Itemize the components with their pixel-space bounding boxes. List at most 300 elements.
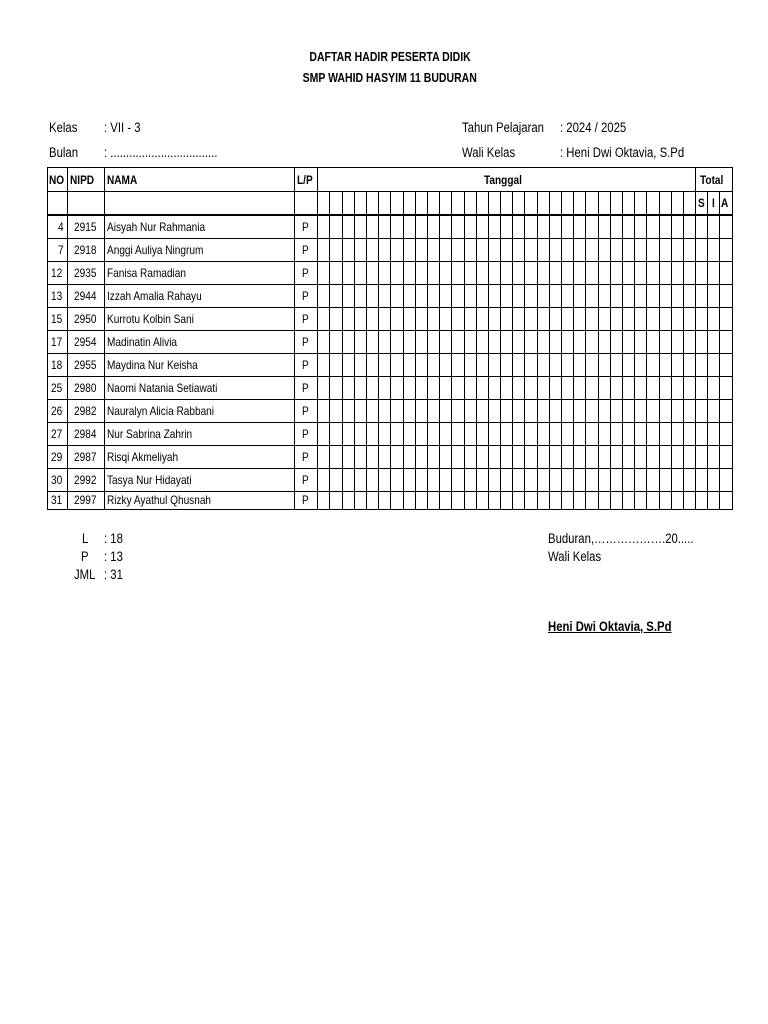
date-cell <box>403 469 415 492</box>
date-cell <box>427 446 439 469</box>
date-cell <box>440 215 452 239</box>
date-cell <box>367 400 379 423</box>
date-cell <box>440 354 452 377</box>
cell-lp: P <box>294 354 317 377</box>
date-cell <box>488 308 500 331</box>
date-cell <box>330 400 342 423</box>
date-cell <box>391 285 403 308</box>
date-cell <box>622 308 634 331</box>
cell-lp: P <box>294 400 317 423</box>
date-cell <box>562 423 574 446</box>
table-row <box>48 400 733 423</box>
date-cell <box>501 239 513 262</box>
date-cell <box>379 423 391 446</box>
date-cell <box>379 492 391 510</box>
date-cell <box>525 285 537 308</box>
date-cell <box>549 262 561 285</box>
date-cell <box>464 331 476 354</box>
date-cell <box>342 423 354 446</box>
date-cell <box>683 215 695 239</box>
date-cell <box>391 377 403 400</box>
date-cell <box>391 215 403 239</box>
date-cell <box>367 215 379 239</box>
cell-no: 29 <box>48 446 68 469</box>
total-i-cell <box>708 308 719 331</box>
date-cell <box>342 331 354 354</box>
date-cell <box>476 331 488 354</box>
date-cell <box>415 400 427 423</box>
total-s-cell <box>696 377 708 400</box>
date-cell <box>464 285 476 308</box>
cell-nama: Rizky Ayathul Qhusnah <box>104 492 294 510</box>
date-cell <box>452 354 464 377</box>
date-cell <box>476 262 488 285</box>
date-cell <box>659 492 671 510</box>
date-cell <box>622 446 634 469</box>
date-cell <box>537 377 549 400</box>
tahun-label: Tahun Pelajaran <box>462 120 544 135</box>
total-s-cell <box>696 400 708 423</box>
date-cell <box>647 400 659 423</box>
date-cell <box>391 423 403 446</box>
date-cell <box>367 423 379 446</box>
date-cell <box>635 377 647 400</box>
date-cell <box>452 423 464 446</box>
total-s-cell <box>696 331 708 354</box>
date-cell <box>671 215 683 239</box>
date-cell <box>635 239 647 262</box>
date-cell <box>635 308 647 331</box>
date-cell <box>354 492 366 510</box>
date-cell <box>610 469 622 492</box>
date-cell <box>549 400 561 423</box>
summary-jml-value: : 31 <box>104 567 123 582</box>
date-cell <box>647 354 659 377</box>
school-name: SMP WAHID HASYIM 11 BUDURAN <box>302 71 478 85</box>
date-cell <box>354 308 366 331</box>
col-total-header: Total <box>696 168 733 192</box>
cell-lp: P <box>294 215 317 239</box>
date-cell <box>403 262 415 285</box>
date-cell <box>488 239 500 262</box>
date-cell <box>391 308 403 331</box>
table-row <box>48 285 733 308</box>
date-cell <box>525 354 537 377</box>
date-cell <box>367 377 379 400</box>
total-s-cell <box>696 215 708 239</box>
col-no-header: NO <box>48 168 68 192</box>
date-cell <box>598 331 610 354</box>
sub-s: S <box>696 192 708 216</box>
date-cell <box>647 469 659 492</box>
date-cell <box>610 400 622 423</box>
date-cell <box>501 285 513 308</box>
date-cell <box>513 262 525 285</box>
date-cell <box>440 423 452 446</box>
date-cell <box>610 331 622 354</box>
date-cell <box>647 331 659 354</box>
date-cell <box>367 308 379 331</box>
date-cell <box>342 285 354 308</box>
date-cell <box>488 469 500 492</box>
cell-no: 18 <box>48 354 68 377</box>
date-cell <box>683 446 695 469</box>
table-row <box>48 308 733 331</box>
total-a-cell <box>719 239 732 262</box>
date-cell <box>586 400 598 423</box>
date-cell <box>403 215 415 239</box>
cell-nipd: 2992 <box>68 469 105 492</box>
date-cell <box>659 215 671 239</box>
date-cell <box>513 492 525 510</box>
date-cell <box>476 377 488 400</box>
date-cell <box>598 400 610 423</box>
date-cell <box>586 192 598 216</box>
date-cell <box>403 354 415 377</box>
date-cell <box>635 192 647 216</box>
cell-nama: Aisyah Nur Rahmania <box>104 215 294 239</box>
date-cell <box>647 192 659 216</box>
date-cell <box>659 285 671 308</box>
date-cell <box>671 262 683 285</box>
date-cell <box>622 492 634 510</box>
date-cell <box>440 239 452 262</box>
date-cell <box>367 492 379 510</box>
date-cell <box>671 423 683 446</box>
date-cell <box>379 354 391 377</box>
date-cell <box>415 354 427 377</box>
date-cell <box>635 469 647 492</box>
date-cell <box>549 469 561 492</box>
table-row <box>48 423 733 446</box>
date-cell <box>415 469 427 492</box>
date-cell <box>501 354 513 377</box>
date-cell <box>427 239 439 262</box>
date-cell <box>574 239 586 262</box>
date-cell <box>464 423 476 446</box>
date-cell <box>476 423 488 446</box>
date-cell <box>549 331 561 354</box>
date-cell <box>525 469 537 492</box>
tahun-value: : 2024 / 2025 <box>560 120 627 135</box>
date-cell <box>452 192 464 216</box>
date-cell <box>330 354 342 377</box>
date-cell <box>464 469 476 492</box>
total-s-cell <box>696 262 708 285</box>
date-cell <box>488 192 500 216</box>
date-cell <box>671 400 683 423</box>
date-cell <box>574 469 586 492</box>
date-cell <box>476 215 488 239</box>
cell-nipd: 2935 <box>68 262 105 285</box>
date-cell <box>513 285 525 308</box>
date-cell <box>610 492 622 510</box>
wali-label: Wali Kelas <box>462 145 516 160</box>
date-cell <box>598 239 610 262</box>
date-cell <box>586 308 598 331</box>
cell-nama: Tasya Nur Hidayati <box>104 469 294 492</box>
date-cell <box>476 446 488 469</box>
cell-nipd: 2987 <box>68 446 105 469</box>
date-cell <box>488 262 500 285</box>
date-cell <box>525 377 537 400</box>
date-cell <box>464 492 476 510</box>
date-cell <box>586 285 598 308</box>
date-cell <box>622 377 634 400</box>
date-cell <box>330 423 342 446</box>
date-cell <box>367 285 379 308</box>
date-cell <box>367 331 379 354</box>
date-cell <box>574 377 586 400</box>
date-cell <box>659 354 671 377</box>
date-cell <box>501 492 513 510</box>
date-cell <box>635 331 647 354</box>
date-cell <box>635 423 647 446</box>
date-cell <box>427 354 439 377</box>
cell-no: 25 <box>48 377 68 400</box>
date-cell <box>367 354 379 377</box>
date-cell <box>354 239 366 262</box>
date-cell <box>403 446 415 469</box>
date-cell <box>354 215 366 239</box>
date-cell <box>367 239 379 262</box>
cell-lp: P <box>294 446 317 469</box>
date-cell <box>330 239 342 262</box>
total-i-cell <box>708 285 719 308</box>
summary-jml-label: JML <box>74 567 96 582</box>
cell-no: 27 <box>48 423 68 446</box>
date-cell <box>391 446 403 469</box>
date-cell <box>391 262 403 285</box>
cell-nama: Izzah Amalia Rahayu <box>104 285 294 308</box>
cell-lp: P <box>294 377 317 400</box>
signature-role: Wali Kelas <box>548 549 602 564</box>
date-cell <box>586 446 598 469</box>
date-cell <box>318 192 330 216</box>
date-cell <box>452 469 464 492</box>
date-cell <box>379 192 391 216</box>
date-cell <box>525 262 537 285</box>
date-cell <box>440 331 452 354</box>
date-cell <box>683 285 695 308</box>
date-cell <box>537 239 549 262</box>
date-cell <box>488 354 500 377</box>
date-cell <box>549 285 561 308</box>
date-cell <box>318 423 330 446</box>
date-cell <box>537 285 549 308</box>
date-cell <box>537 262 549 285</box>
cell-no: 7 <box>48 239 68 262</box>
date-cell <box>574 262 586 285</box>
date-cell <box>415 377 427 400</box>
table-row <box>48 239 733 262</box>
date-cell <box>318 377 330 400</box>
cell-no: 17 <box>48 331 68 354</box>
date-cell <box>622 215 634 239</box>
cell-lp: P <box>294 469 317 492</box>
cell-no: 13 <box>48 285 68 308</box>
date-cell <box>452 239 464 262</box>
date-cell <box>415 215 427 239</box>
date-cell <box>476 400 488 423</box>
total-a-cell <box>719 285 732 308</box>
date-cell <box>403 285 415 308</box>
date-cell <box>683 239 695 262</box>
date-cell <box>415 423 427 446</box>
date-cell <box>635 492 647 510</box>
date-cell <box>342 215 354 239</box>
date-cell <box>367 262 379 285</box>
date-cell <box>549 192 561 216</box>
date-cell <box>318 285 330 308</box>
date-cell <box>367 192 379 216</box>
date-cell <box>659 308 671 331</box>
date-cell <box>562 492 574 510</box>
date-cell <box>427 331 439 354</box>
cell-nipd: 2984 <box>68 423 105 446</box>
total-s-cell <box>696 492 708 510</box>
date-cell <box>318 262 330 285</box>
date-cell <box>476 354 488 377</box>
date-cell <box>562 469 574 492</box>
cell-no: 12 <box>48 262 68 285</box>
date-cell <box>403 423 415 446</box>
date-cell <box>427 400 439 423</box>
date-cell <box>501 423 513 446</box>
date-cell <box>635 354 647 377</box>
date-cell <box>318 308 330 331</box>
date-cell <box>598 377 610 400</box>
date-cell <box>367 446 379 469</box>
date-cell <box>574 492 586 510</box>
date-cell <box>330 215 342 239</box>
date-cell <box>574 446 586 469</box>
date-cell <box>342 446 354 469</box>
date-cell <box>598 446 610 469</box>
cell-nipd: 2980 <box>68 377 105 400</box>
date-cell <box>342 492 354 510</box>
total-i-cell <box>708 354 719 377</box>
col-nama-header: NAMA <box>104 168 294 192</box>
date-cell <box>574 192 586 216</box>
total-s-cell <box>696 308 708 331</box>
date-cell <box>525 446 537 469</box>
date-cell <box>610 262 622 285</box>
date-cell <box>598 262 610 285</box>
date-cell <box>598 423 610 446</box>
date-cell <box>635 215 647 239</box>
cell-nipd: 2997 <box>68 492 105 510</box>
date-cell <box>403 331 415 354</box>
date-cell <box>464 354 476 377</box>
date-cell <box>330 192 342 216</box>
date-cell <box>415 446 427 469</box>
total-i-cell <box>708 331 719 354</box>
date-cell <box>501 262 513 285</box>
date-cell <box>659 400 671 423</box>
date-cell <box>574 423 586 446</box>
cell-lp: P <box>294 331 317 354</box>
date-cell <box>354 377 366 400</box>
date-cell <box>379 377 391 400</box>
date-cell <box>683 262 695 285</box>
date-cell <box>610 423 622 446</box>
date-cell <box>464 262 476 285</box>
date-cell <box>635 285 647 308</box>
date-cell <box>647 377 659 400</box>
kelas-value: : VII - 3 <box>104 120 141 135</box>
date-cell <box>452 215 464 239</box>
cell-nama: Kurrotu Kolbin Sani <box>104 308 294 331</box>
date-cell <box>671 354 683 377</box>
date-cell <box>330 262 342 285</box>
date-cell <box>427 285 439 308</box>
date-cell <box>622 354 634 377</box>
date-cell <box>598 492 610 510</box>
date-cell <box>635 400 647 423</box>
date-cell <box>501 377 513 400</box>
date-cell <box>659 377 671 400</box>
cell-nipd: 2915 <box>68 215 105 239</box>
date-cell <box>464 308 476 331</box>
signature-name: Heni Dwi Oktavia, S.Pd <box>548 619 672 634</box>
date-cell <box>671 308 683 331</box>
date-cell <box>513 215 525 239</box>
total-i-cell <box>708 377 719 400</box>
date-cell <box>501 308 513 331</box>
date-cell <box>574 215 586 239</box>
date-cell <box>659 446 671 469</box>
date-cell <box>440 262 452 285</box>
date-cell <box>330 331 342 354</box>
date-cell <box>318 239 330 262</box>
date-cell <box>488 331 500 354</box>
cell-nama: Risqi Akmeliyah <box>104 446 294 469</box>
date-cell <box>574 285 586 308</box>
table-row <box>48 354 733 377</box>
date-cell <box>318 354 330 377</box>
total-a-cell <box>719 469 732 492</box>
table-row <box>48 469 733 492</box>
date-cell <box>318 469 330 492</box>
date-cell <box>513 377 525 400</box>
kelas-label: Kelas <box>49 120 78 135</box>
date-cell <box>488 492 500 510</box>
date-cell <box>647 492 659 510</box>
date-cell <box>440 400 452 423</box>
date-cell <box>440 377 452 400</box>
date-cell <box>513 354 525 377</box>
signature-place-date: Buduran,……………….20..... <box>548 531 694 546</box>
date-cell <box>525 215 537 239</box>
cell-nipd: 2954 <box>68 331 105 354</box>
total-i-cell <box>708 446 719 469</box>
date-cell <box>354 400 366 423</box>
date-cell <box>354 469 366 492</box>
date-cell <box>415 192 427 216</box>
date-cell <box>415 308 427 331</box>
date-cell <box>464 400 476 423</box>
date-cell <box>598 192 610 216</box>
total-s-cell <box>696 285 708 308</box>
date-cell <box>647 446 659 469</box>
date-cell <box>562 446 574 469</box>
date-cell <box>537 492 549 510</box>
total-a-cell <box>719 262 732 285</box>
date-cell <box>622 469 634 492</box>
date-cell <box>659 423 671 446</box>
date-cell <box>549 308 561 331</box>
